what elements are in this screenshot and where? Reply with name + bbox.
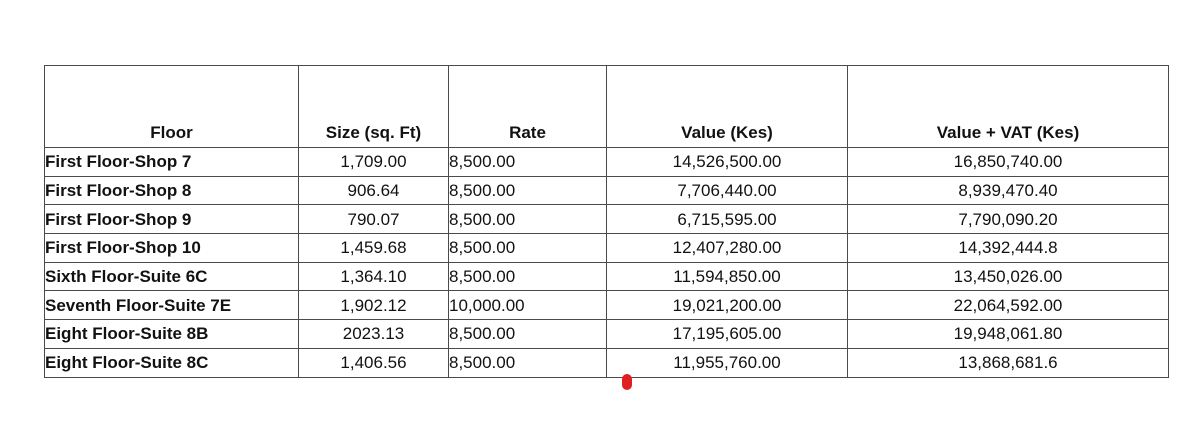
cell-value: 6,715,595.00 <box>607 205 848 234</box>
cell-rate: 8,500.00 <box>449 348 607 377</box>
header-rate: Rate <box>449 66 607 148</box>
cell-rate: 8,500.00 <box>449 234 607 263</box>
cell-floor: First Floor-Shop 7 <box>45 148 299 177</box>
cell-size: 1,902.12 <box>299 291 449 320</box>
table-row <box>45 291 1169 320</box>
cell-floor: First Floor-Shop 10 <box>45 234 299 263</box>
cell-size: 1,709.00 <box>299 148 449 177</box>
cell-floor: First Floor-Shop 9 <box>45 205 299 234</box>
cell-value: 7,706,440.00 <box>607 176 848 205</box>
table-header-row <box>45 66 1169 148</box>
cell-floor: Seventh Floor-Suite 7E <box>45 291 299 320</box>
cell-size: 1,459.68 <box>299 234 449 263</box>
cell-rate: 8,500.00 <box>449 262 607 291</box>
cell-size: 2023.13 <box>299 320 449 349</box>
cell-value-vat: 19,948,061.80 <box>848 320 1169 349</box>
header-size: Size (sq. Ft) <box>299 66 449 148</box>
cell-value: 11,955,760.00 <box>607 348 848 377</box>
cell-floor: Eight Floor-Suite 8B <box>45 320 299 349</box>
cell-value: 17,195,605.00 <box>607 320 848 349</box>
property-value-table <box>44 65 1169 378</box>
cell-value-vat: 13,450,026.00 <box>848 262 1169 291</box>
cell-size: 1,364.10 <box>299 262 449 291</box>
table-row <box>45 176 1169 205</box>
cell-floor: First Floor-Shop 8 <box>45 176 299 205</box>
table-row <box>45 205 1169 234</box>
red-marker-dot <box>622 374 632 390</box>
cell-value-vat: 13,868,681.6 <box>848 348 1169 377</box>
table-row <box>45 348 1169 377</box>
table-row <box>45 262 1169 291</box>
cell-value-vat: 7,790,090.20 <box>848 205 1169 234</box>
header-floor: Floor <box>45 66 299 148</box>
cell-value-vat: 8,939,470.40 <box>848 176 1169 205</box>
cell-rate: 8,500.00 <box>449 320 607 349</box>
cell-rate: 10,000.00 <box>449 291 607 320</box>
cell-floor: Sixth Floor-Suite 6C <box>45 262 299 291</box>
cell-rate: 8,500.00 <box>449 205 607 234</box>
cell-value: 14,526,500.00 <box>607 148 848 177</box>
cell-size: 1,406.56 <box>299 348 449 377</box>
table-row <box>45 320 1169 349</box>
cell-value-vat: 14,392,444.8 <box>848 234 1169 263</box>
table-row <box>45 234 1169 263</box>
header-value: Value (Kes) <box>607 66 848 148</box>
cell-value-vat: 16,850,740.00 <box>848 148 1169 177</box>
cell-rate: 8,500.00 <box>449 148 607 177</box>
cell-floor: Eight Floor-Suite 8C <box>45 348 299 377</box>
table-row <box>45 148 1169 177</box>
cell-size: 906.64 <box>299 176 449 205</box>
cell-value: 12,407,280.00 <box>607 234 848 263</box>
header-value-vat: Value + VAT (Kes) <box>848 66 1169 148</box>
cell-value-vat: 22,064,592.00 <box>848 291 1169 320</box>
cell-value: 11,594,850.00 <box>607 262 848 291</box>
cell-value: 19,021,200.00 <box>607 291 848 320</box>
cell-size: 790.07 <box>299 205 449 234</box>
cell-rate: 8,500.00 <box>449 176 607 205</box>
